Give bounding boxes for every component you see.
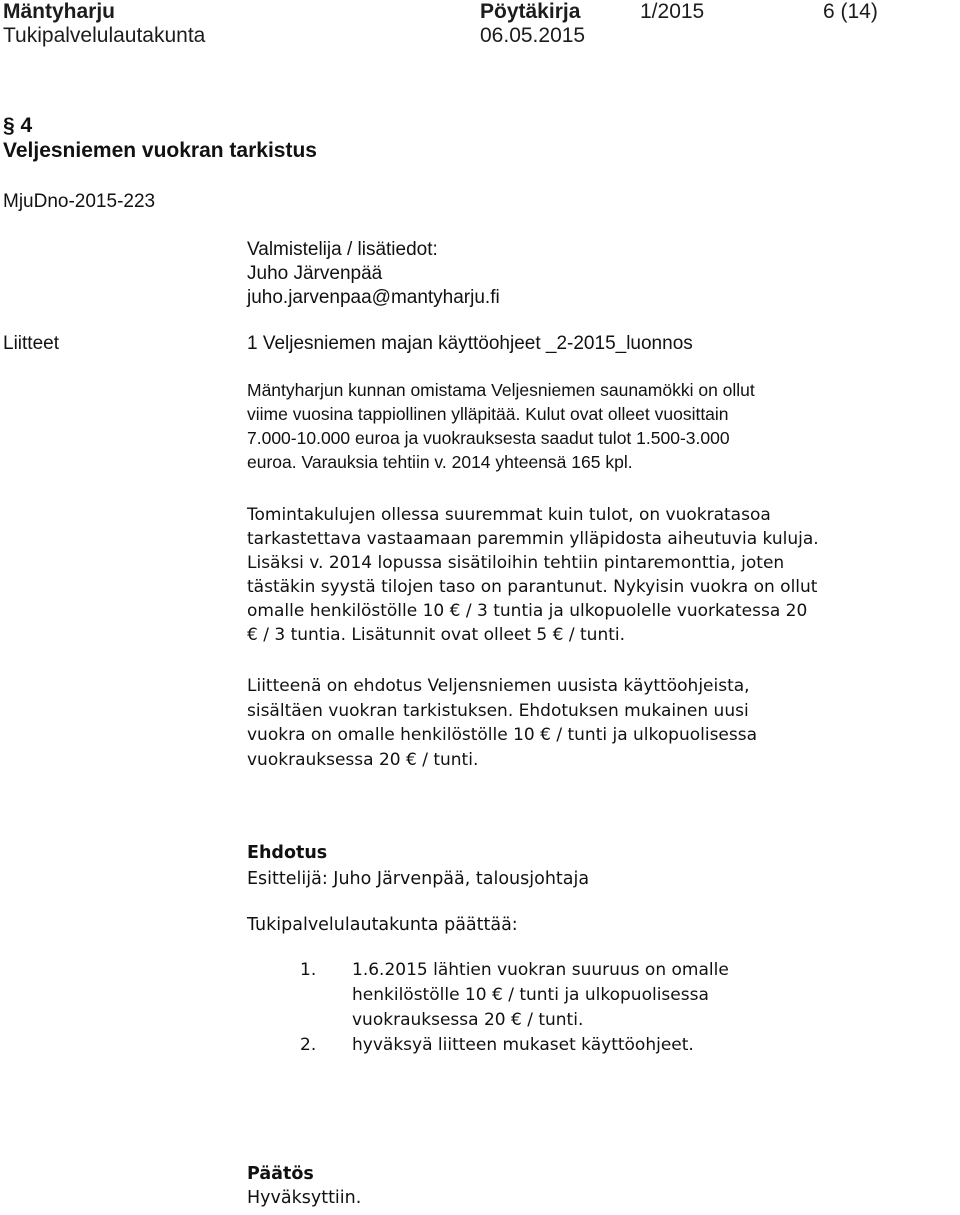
proposal-decides: Tukipalvelulautakunta päättää: [247,915,518,935]
proposal-item-line: hyväksyä liitteen mukaset käyttöohjeet. [352,1035,694,1055]
body-paragraph-2 [247,503,819,647]
preparer-email: juho.jarvenpaa@mantyharju.fi [247,287,500,308]
header-committee: Tukipalvelulautakunta [3,24,206,47]
decision-block [247,1162,361,1210]
header-doc-type: Pöytäkirja [480,0,581,23]
paragraph-line: Liitteenä on ehdotus Veljensniemen uusista käyttöohjeista, [247,676,750,696]
preparer-block [247,238,500,310]
proposal-item [300,958,820,1033]
paragraph-line: € / 3 tuntia. Lisätunnit ovat olleet 5 € / tunti. [247,625,626,645]
proposal-item [300,1033,820,1058]
proposal-list [300,958,820,1068]
paragraph-line: viime vuosina tappiollinen ylläpitää. Kulut ovat olleet vuosittain [247,404,729,424]
proposal-block [247,840,589,892]
header-meeting-number: 1/2015 [640,0,705,23]
body-paragraph-1 [247,378,755,474]
paragraph-line: Mäntyharjun kunnan omistama Veljesniemen saunamökki on ollut [247,380,755,400]
preparer-label: Valmistelija / lisätiedot: [247,239,438,260]
proposal-item-number: 1. [300,960,317,980]
preparer-name: Juho Järvenpää [247,263,383,284]
paragraph-line: vuokrauksessa 20 € / tunti. [247,749,479,770]
paragraph-line: Tomintakulujen ollessa suuremmat kuin tulot, on vuokratasoa [247,505,771,525]
paragraph-line: sisältäen vuokran tarkistuksen. Ehdotuksen mukainen uusi [247,700,749,721]
paragraph-line: omalle henkilöstölle 10 € / 3 tuntia ja ulkopuolelle vuorkatessa 20 [247,601,808,621]
paragraph-line: Lisäksi v. 2014 lopussa sisätiloihin tehtiin pintaremonttia, joten [247,553,785,573]
paragraph-line: tästäkin syystä tilojen taso on parantunut. Nykyisin vuokra on ollut [247,577,818,597]
proposal-item-line: vuokrauksessa 20 € / tunti. [352,1010,584,1030]
header-municipality: Mäntyharju [3,0,116,23]
proposal-item-line: henkilöstölle 10 € / tunti ja ulkopuolisessa [352,985,709,1005]
section-symbol: § [3,114,15,137]
paragraph-line: vuokra on omalle henkilöstölle 10 € / tunti ja ulkopuolisessa [247,725,758,745]
attachments-label: Liitteet [3,333,59,354]
header-page-number: 6 (14) [823,0,878,23]
body-paragraph-3 [247,674,757,772]
decision-text: Hyväksyttiin. [247,1188,362,1208]
proposal-presenter: Esittelijä: Juho Järvenpää, talousjohtaja [247,869,590,889]
proposal-item-line: 1.6.2015 lähtien vuokran suuruus on omalle [352,960,729,980]
paragraph-line: euroa. Varauksia tehtiin v. 2014 yhteensä 165 kpl. [247,452,633,472]
diary-number: MjuDno-2015-223 [3,191,156,212]
proposal-heading: Ehdotus [247,843,328,863]
section-number: 4 [20,114,33,137]
paragraph-line: tarkastettava vastaamaan paremmin ylläpidosta aiheutuvia kuluja. [247,529,819,549]
section-title: Veljesniemen vuokran tarkistus [3,139,317,162]
paragraph-line: 7.000-10.000 euroa ja vuokrauksesta saadut tulot 1.500-3.000 [247,428,730,448]
decision-heading: Päätös [247,1164,314,1184]
header-date: 06.05.2015 [480,24,586,47]
attachment-item: 1 Veljesniemen majan käyttöohjeet _2-2015_luonnos [247,333,693,354]
section-heading-number [3,112,32,140]
proposal-item-number: 2. [300,1035,317,1055]
